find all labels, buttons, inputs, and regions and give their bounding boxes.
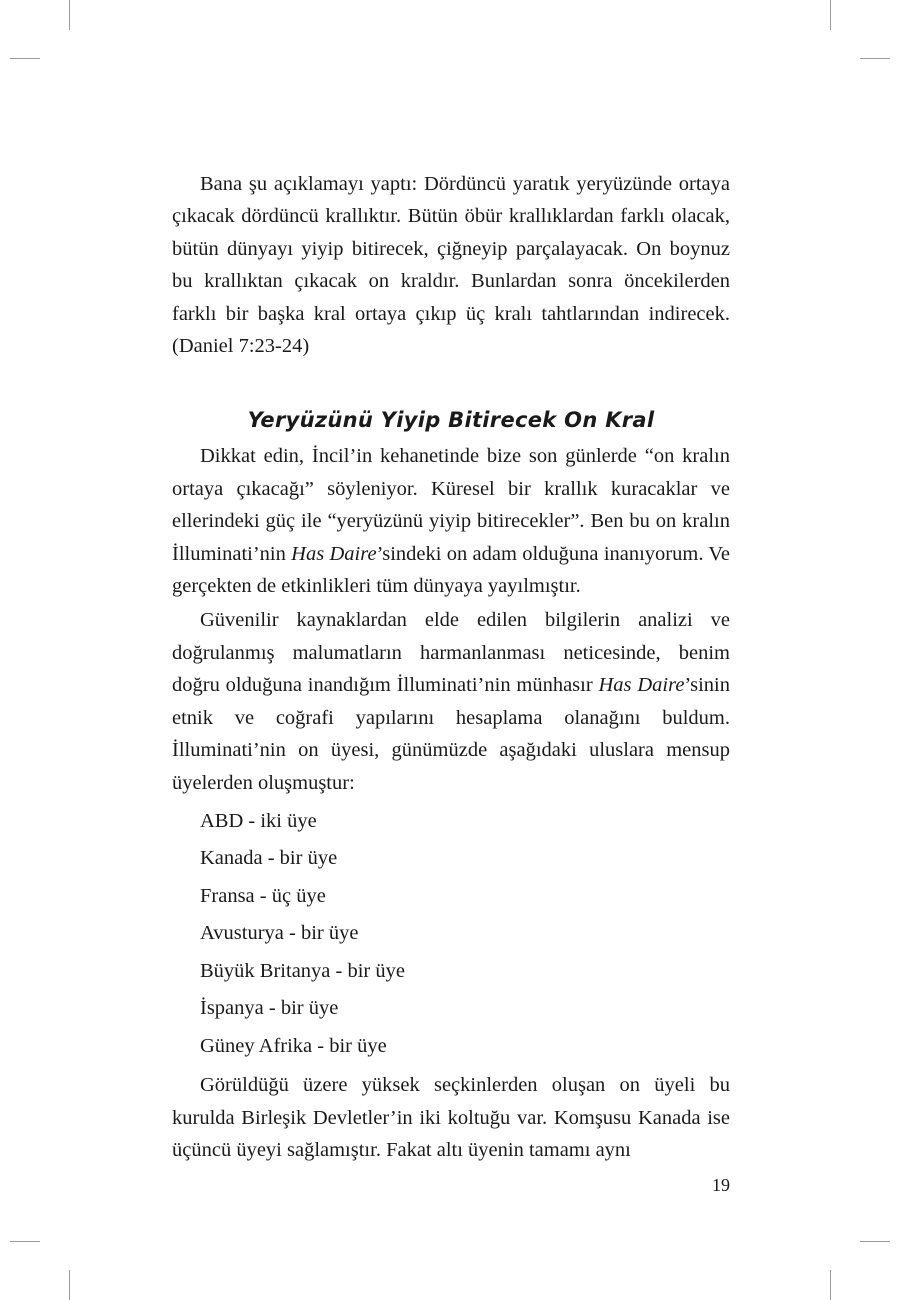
quote-paragraph: Bana şu açıklamayı yaptı: Dördüncü yaratık yeryüzünde ortaya çıkacak dördüncü krallıktır. Bütün öbür krallıklardan farklı olacak, bütün dünyayı yiyip bitirecek, çiğneyip parçalayacak. On boynuz bu krallıktan çıkacak on kraldır. Bunlardan sonra öncekilerden farklı bir başka kral ortaya çıkıp üç kralı tahtlarından indirecek. (Daniel 7:23-24) — [172, 173, 730, 358]
list-item: Fransa - üç üye — [200, 884, 326, 907]
paragraph-text: ’sinin etnik ve coğrafi yapılarını hesaplama olanağını buldum. İlluminati’nin on üyesi, günümüzde aşağıdaki uluslara mensup üyelerden oluşmuştur: — [172, 674, 730, 794]
crop-mark-bottom-left — [69, 1270, 70, 1300]
crop-mark-right-top — [860, 58, 890, 59]
list-item: ABD - iki üye — [200, 809, 317, 832]
crop-mark-right-bottom — [860, 1241, 890, 1242]
paragraph-analysis — [172, 604, 730, 798]
paragraph-text: ’sindeki on adam olduğuna inanıyorum. Ve gerçekten de etkinlikleri tüm dünyaya yayılmıştır. — [172, 542, 731, 598]
crop-mark-left-bottom — [10, 1241, 40, 1242]
paragraph-text: Güvenilir kaynaklardan elde edilen bilgilerin analizi ve doğrulanmış malumatların harmanlanması neticesinde, benim doğru olduğuna inandığım İlluminati’nin münhasır — [172, 609, 730, 697]
crop-mark-left-top — [10, 58, 40, 59]
list-item: Kanada - bir üye — [200, 847, 338, 870]
list-item: İspanya - bir üye — [200, 997, 339, 1020]
section-heading: Yeryüzünü Yiyip Bitirecek On Kral — [247, 408, 655, 433]
italic-term: Has Daire — [291, 542, 377, 565]
paragraph-text: Dikkat edin, İncil’in kehanetinde bize son günlerde “on kralın ortaya çıkacağı” söyleniyor. Küresel bir krallık kuracaklar ve ellerindeki güç ile “yeryüzünü yiyip bitirecekler”. Ben bu on kralın İlluminati’nin — [172, 445, 730, 565]
italic-term: Has Daire — [598, 674, 685, 697]
crop-mark-top-left — [69, 0, 70, 30]
list-item: Güney Afrika - bir üye — [200, 1034, 387, 1057]
list-item: Avusturya - bir üye — [200, 922, 359, 945]
page-number: 19 — [712, 1175, 730, 1195]
paragraph-ten-kings — [172, 440, 730, 602]
page-body — [172, 168, 730, 1167]
member-list — [200, 803, 730, 1066]
list-item: Büyük Britanya - bir üye — [200, 959, 405, 982]
paragraph-council: Görüldüğü üzere yüksek seçkinlerden oluşan on üyeli bu kurulda Birleşik Devletler’in iki koltuğu var. Komşusu Kanada ise üçüncü üyeyi sağlamıştır. Fakat altı üyenin tamamı aynı — [172, 1074, 730, 1162]
crop-mark-bottom-right — [830, 1270, 831, 1300]
crop-mark-top-right — [830, 0, 831, 30]
